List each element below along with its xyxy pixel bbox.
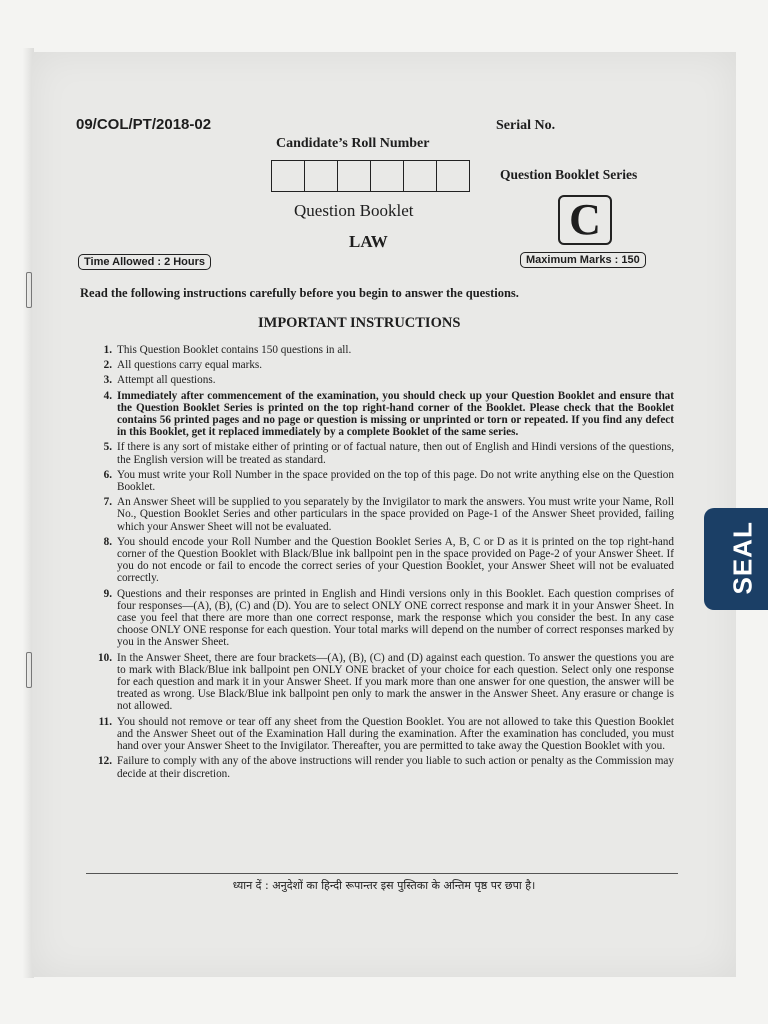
roll-box[interactable] xyxy=(404,161,437,191)
instruction-item: 6. You must write your Roll Number in the space provided on the top of this page. Do not write anything else on the Question Booklet. xyxy=(103,468,674,494)
instruction-item: 10. In the Answer Sheet, there are four brackets—(A), (B), (C) and (D) against each question. To answer the questions you are to mark with Black/Blue ink ballpoint pen ONLY ONE bracket of your choice for each question. Select only one response for each question and mark it in your Answer Sheet. If you mark more than one answer for one question, the answer will be treated as wrong. Use Black/Blue ink ballpoint pen only to mark the answer in the Answer Sheet. Any erasure or change is not allowed. xyxy=(98,651,674,713)
roll-box[interactable] xyxy=(272,161,305,191)
instruction-item: 7. An Answer Sheet will be supplied to you separately by the Invigilator to mark the answers. You must write your Name, Roll No., Question Booklet Series and other particulars in the space provided on Page-1 of the Answer Sheet provided, failing which your Answer Sheet will not be evaluated. xyxy=(103,496,674,533)
binding-clip xyxy=(26,652,32,688)
instruction-item: 9. Questions and their responses are printed in English and Hindi versions only in this Booklet. Each question comprises of four responses—(A), (B), (C) and (D). You are to select ONLY ONE correct response and mark it in your Answer Sheet. In case you feel that there are more than one correct response, mark the response which you consider the best. In any case choose ONLY ONE response for each question. Your total marks will depend on the number of correct responses marked by you in the Answer Sheet. xyxy=(103,587,674,649)
roll-box[interactable] xyxy=(371,161,404,191)
serial-number-label: Serial No. xyxy=(496,118,556,133)
series-label: Question Booklet Series xyxy=(500,167,638,182)
paper-code: 09/COL/PT/2018-02 xyxy=(76,116,212,133)
seal-label: SEAL xyxy=(727,521,758,595)
hindi-note: ध्यान दें : अनुदेशों का हिन्दी रूपान्तर इस पुस्तिका के अन्तिम पृष्ठ पर छपा है। xyxy=(232,879,536,892)
divider xyxy=(86,873,678,874)
seal-tab xyxy=(704,508,768,610)
roll-number-boxes[interactable] xyxy=(271,160,470,192)
instruction-item: 12. Failure to comply with any of the above instructions will render you liable to such action or penalty as the Commission may decide at their discretion. xyxy=(98,755,674,780)
instructions-list xyxy=(84,344,674,783)
instruction-item: 2. All questions carry equal marks. xyxy=(103,359,263,372)
time-allowed-badge: Time Allowed : 2 Hours xyxy=(78,254,211,270)
roll-number-label: Candidate’s Roll Number xyxy=(276,136,430,151)
booklet-title: Question Booklet xyxy=(294,201,414,220)
maximum-marks-badge: Maximum Marks : 150 xyxy=(520,252,646,268)
read-instructions-line: Read the following instructions carefully before you begin to answer the questions. xyxy=(80,286,519,300)
roll-box[interactable] xyxy=(338,161,371,191)
instruction-item: 3. Attempt all questions. xyxy=(103,374,216,387)
instruction-item: 11. You should not remove or tear off any sheet from the Question Booklet. You are not allowed to take this Question Booklet and the Answer Sheet out of the Examination Hall during the examination. After the examination has concluded, you must hand over your Answer Sheet to the Invigilator. Thereafter, you are permitted to take away the Question Booklet with you. xyxy=(98,715,674,753)
instruction-item: 8. You should encode your Roll Number and the Question Booklet Series A, B, C or D as it is printed on the top right-hand corner of the Question Booklet with Black/Blue ink ballpoint pen in the space provided on Page-2 of your Answer Sheet. If you do not encode or fail to encode the correct series of your Question Booklet, your Answer Sheet will not be evaluated correctly. xyxy=(103,535,674,585)
instruction-item: 4. Immediately after commencement of the examination, you should check up your Question Booklet and ensure that the Question Booklet Series is printed on the top right-hand corner of the Booklet. Please check that the Booklet contains 56 printed pages and no page or question is missing or unprinted or torn or repeated. If you find any defect in this Booklet, get it replaced immediately by a complete Booklet of the same series. xyxy=(103,389,674,439)
roll-box[interactable] xyxy=(437,161,469,191)
subject-title: LAW xyxy=(349,232,388,251)
roll-box[interactable] xyxy=(305,161,338,191)
instruction-item: 1. This Question Booklet contains 150 questions in all. xyxy=(103,344,352,356)
series-letter: C xyxy=(558,195,612,245)
binding-clip xyxy=(26,272,32,308)
instruction-item: 5. If there is any sort of mistake either of printing or of factual nature, then out of English and Hindi versions of the questions, the English version will be treated as standard. xyxy=(103,441,674,466)
instructions-title: IMPORTANT INSTRUCTIONS xyxy=(258,315,461,331)
